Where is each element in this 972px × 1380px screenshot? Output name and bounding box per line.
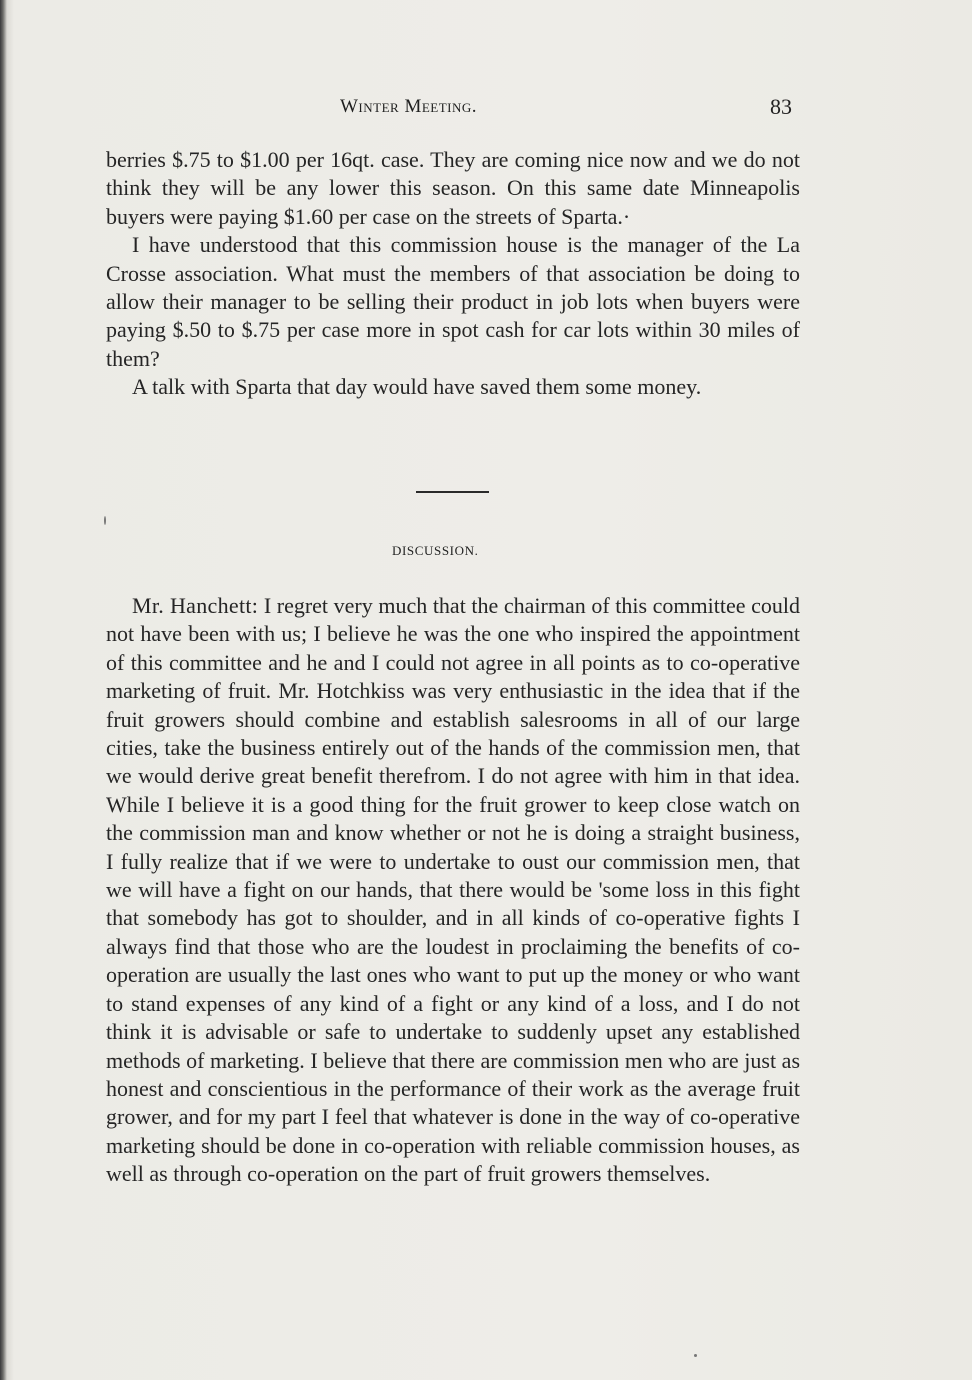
running-head: Winter Meeting.: [340, 96, 478, 117]
top-text-block: [106, 146, 800, 402]
paragraph-continuation: berries $.75 to $1.00 per 16qt. case. They are coming nice now and we do not think they will be any lower this season. On this same date Minneapolis buyers were paying $1.60 per case on the streets of Sparta.·: [106, 147, 800, 229]
paragraph-sparta-talk: A talk with Sparta that day would have saved them some money.: [132, 374, 702, 400]
section-divider-rule: [416, 491, 489, 493]
speaker-name: Mr. Hanchett:: [132, 593, 259, 618]
scan-speck: [694, 1354, 697, 1357]
discussion-text-block: [106, 592, 800, 1189]
scan-speck: [104, 516, 106, 525]
discussion-paragraph: [106, 592, 800, 1189]
discussion-heading: DISCUSSION.: [392, 543, 479, 558]
paragraph-commission-house: I have understood that this commission house is the manager of the La Crosse association. What must the members of that association be doing to allow their manager to be selling their product in job lots when buyers were paying $.50 to $.75 per case more in spot cash for car lots within 30 miles of them?: [106, 232, 800, 371]
page-number: 83: [770, 94, 792, 119]
discussion-body: I regret very much that the chairman of this committee could not have been with us; I believe he was the one who inspired the appointment of this committee and he and I could not agree in all points as to co-operative marketing of fruit. Mr. Hotchkiss was very enthusiastic in the idea that if the fruit growers should combine and establish salesrooms in all of our large cities, take the business entirely out of the hands of the commission men, that we would derive great benefit therefrom. I do not agree with him in that idea. While I believe it is a good thing for the fruit grower to keep close watch on the commission man and know whether or not he is doing a straight business, I fully realize that if we were to undertake to oust our commission men, that we will have a fight on our hands, that there would be 'some loss in this fight that somebody has got to shoulder, and in all kinds of co-operative fights I always find that those who are the loudest in proclaiming the benefits of co-operation are usually the last ones who want to put up the money or who want to stand expenses of any kind of a fight or any kind of a loss, and I do not think it is advisable or safe to undertake to suddenly upset any established methods of marketing. I believe that there are commission men who are just as honest and conscientious in the performance of their work as the average fruit grower, and for my part I feel that whatever is done in the way of co-operative marketing should be done in co-operation with reliable commission houses, as well as through co-operation on the part of fruit growers themselves.: [106, 593, 800, 1187]
